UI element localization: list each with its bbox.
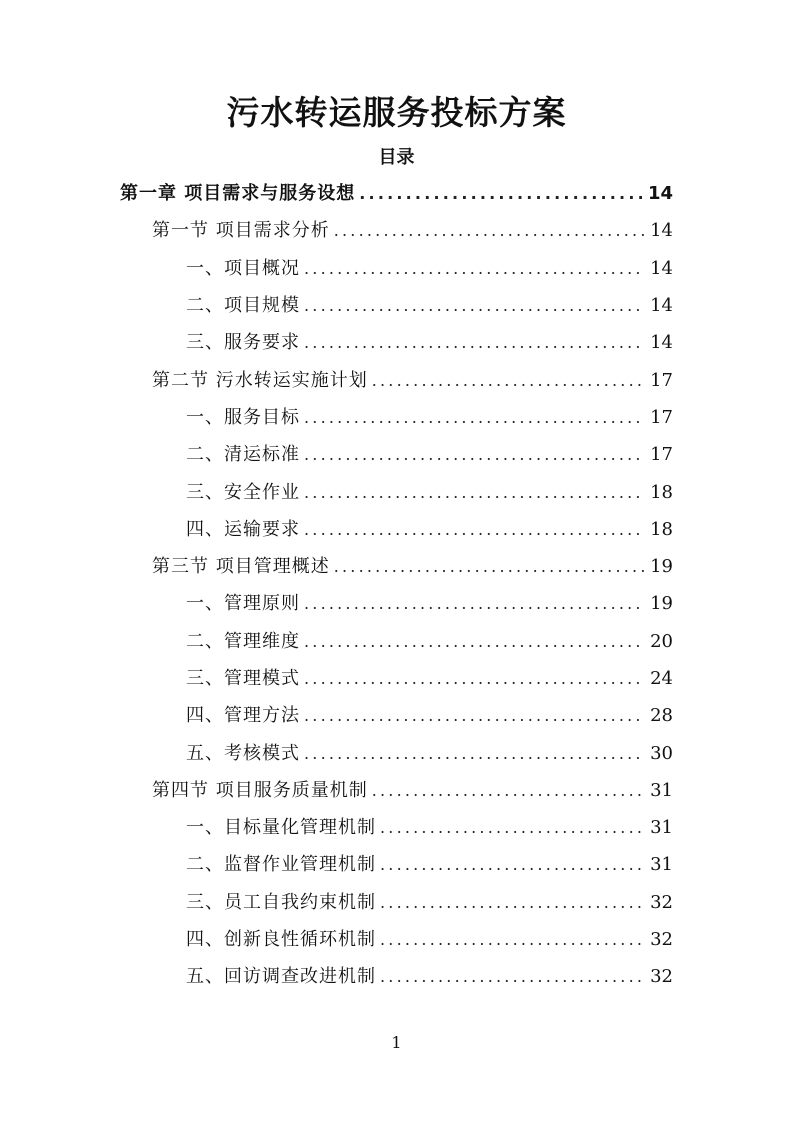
dot-leader <box>304 287 644 324</box>
toc-entry-label: 第四节 项目服务质量机制 <box>152 779 368 801</box>
toc-entry-label: 一、管理原则 <box>186 593 300 615</box>
toc-entry-page-number: 17 <box>650 406 673 428</box>
document-title: 污水转运服务投标方案 <box>226 93 567 132</box>
toc-entry-label: 三、服务要求 <box>186 332 300 354</box>
toc-entry-page-number: 17 <box>650 444 673 466</box>
toc-entry-page-number: 19 <box>650 593 673 615</box>
toc-entry-page-number: 14 <box>650 332 673 354</box>
dot-leader <box>380 921 644 958</box>
toc-entry[interactable] <box>0 548 793 585</box>
dot-leader <box>304 623 644 660</box>
toc-entry-page-number: 30 <box>650 742 673 764</box>
toc-entry-label: 四、创新良性循环机制 <box>186 929 376 951</box>
table-of-contents <box>0 175 793 996</box>
dot-leader <box>380 846 644 883</box>
dot-leader <box>304 511 644 548</box>
page-number: 1 <box>391 1033 402 1052</box>
toc-entry-page-number: 32 <box>650 929 673 951</box>
toc-entry-label: 四、运输要求 <box>186 518 300 540</box>
toc-entry-label: 第一节 项目需求分析 <box>152 220 330 242</box>
toc-entry-page-number: 24 <box>650 668 673 689</box>
dot-leader <box>304 324 644 361</box>
toc-entry[interactable] <box>0 697 793 734</box>
toc-entry-label: 四、管理方法 <box>186 705 300 727</box>
toc-entry[interactable] <box>0 846 793 883</box>
toc-entry-label: 一、项目概况 <box>186 257 300 279</box>
toc-entry-page-number: 18 <box>650 518 673 540</box>
toc-entry-label: 三、员工自我约束机制 <box>186 891 376 913</box>
dot-leader <box>380 958 644 995</box>
dot-leader <box>380 884 644 921</box>
toc-entry[interactable] <box>0 623 793 660</box>
dot-leader <box>304 474 644 511</box>
dot-leader <box>334 212 644 249</box>
toc-entry-label: 五、考核模式 <box>186 742 300 764</box>
dot-leader <box>304 436 644 473</box>
dot-leader <box>304 399 644 436</box>
dot-leader <box>304 735 644 772</box>
toc-entry-label: 三、安全作业 <box>186 481 300 503</box>
toc-entry-page-number: 31 <box>650 817 673 839</box>
toc-entry[interactable] <box>0 511 793 548</box>
toc-entry[interactable] <box>0 734 793 771</box>
toc-entry-page-number: 14 <box>650 257 673 279</box>
toc-entry-page-number: 32 <box>650 891 673 913</box>
dot-leader <box>304 697 644 734</box>
toc-entry[interactable] <box>0 772 793 809</box>
toc-entry[interactable] <box>0 660 793 697</box>
toc-entry[interactable] <box>0 436 793 473</box>
dot-leader <box>380 809 644 846</box>
toc-entry[interactable] <box>0 175 793 212</box>
toc-entry[interactable] <box>0 212 793 249</box>
toc-entry-page-number: 14 <box>650 220 673 242</box>
toc-entry-page-number: 31 <box>650 779 673 801</box>
toc-entry-label: 第二节 污水转运实施计划 <box>152 369 368 391</box>
toc-entry[interactable] <box>0 884 793 921</box>
toc-entry-page-number: 18 <box>650 481 673 503</box>
toc-entry-page-number: 20 <box>650 630 673 652</box>
dot-leader <box>372 362 644 399</box>
toc-entry-label: 二、清运标准 <box>186 444 300 466</box>
toc-entry-label: 二、项目规模 <box>186 295 300 317</box>
dot-leader <box>304 250 644 287</box>
toc-entry-page-number: 17 <box>650 369 673 391</box>
toc-heading: 目录 <box>378 147 415 168</box>
toc-entry-page-number: 19 <box>650 556 673 578</box>
toc-entry-page-number: 28 <box>650 705 673 727</box>
toc-entry-label: 五、回访调查改进机制 <box>186 966 376 988</box>
toc-entry-page-number: 32 <box>650 966 673 988</box>
toc-entry[interactable] <box>0 809 793 846</box>
toc-entry-label: 一、服务目标 <box>186 406 300 428</box>
toc-entry-label: 二、管理维度 <box>186 630 300 652</box>
toc-entry-label: 三、管理模式 <box>186 668 300 689</box>
toc-entry-page-number: 14 <box>647 183 673 205</box>
toc-entry-label: 二、监督作业管理机制 <box>186 854 376 876</box>
dot-leader <box>304 660 644 697</box>
dot-leader <box>372 772 644 809</box>
toc-entry[interactable] <box>0 287 793 324</box>
toc-entry-label: 一、目标量化管理机制 <box>186 817 376 839</box>
toc-entry[interactable] <box>0 473 793 510</box>
toc-entry[interactable] <box>0 250 793 287</box>
toc-entry-page-number: 14 <box>650 295 673 317</box>
toc-entry-page-number: 31 <box>650 854 673 876</box>
dot-leader <box>304 585 644 622</box>
toc-entry[interactable] <box>0 958 793 995</box>
toc-entry[interactable] <box>0 585 793 622</box>
toc-entry[interactable] <box>0 324 793 361</box>
toc-entry[interactable] <box>0 361 793 398</box>
toc-entry-label: 第三节 项目管理概述 <box>152 556 330 578</box>
toc-entry-label: 第一章 项目需求与服务设想 <box>120 183 356 205</box>
dot-leader <box>359 175 642 212</box>
dot-leader <box>334 548 644 585</box>
toc-entry[interactable] <box>0 921 793 958</box>
toc-entry[interactable] <box>0 399 793 436</box>
